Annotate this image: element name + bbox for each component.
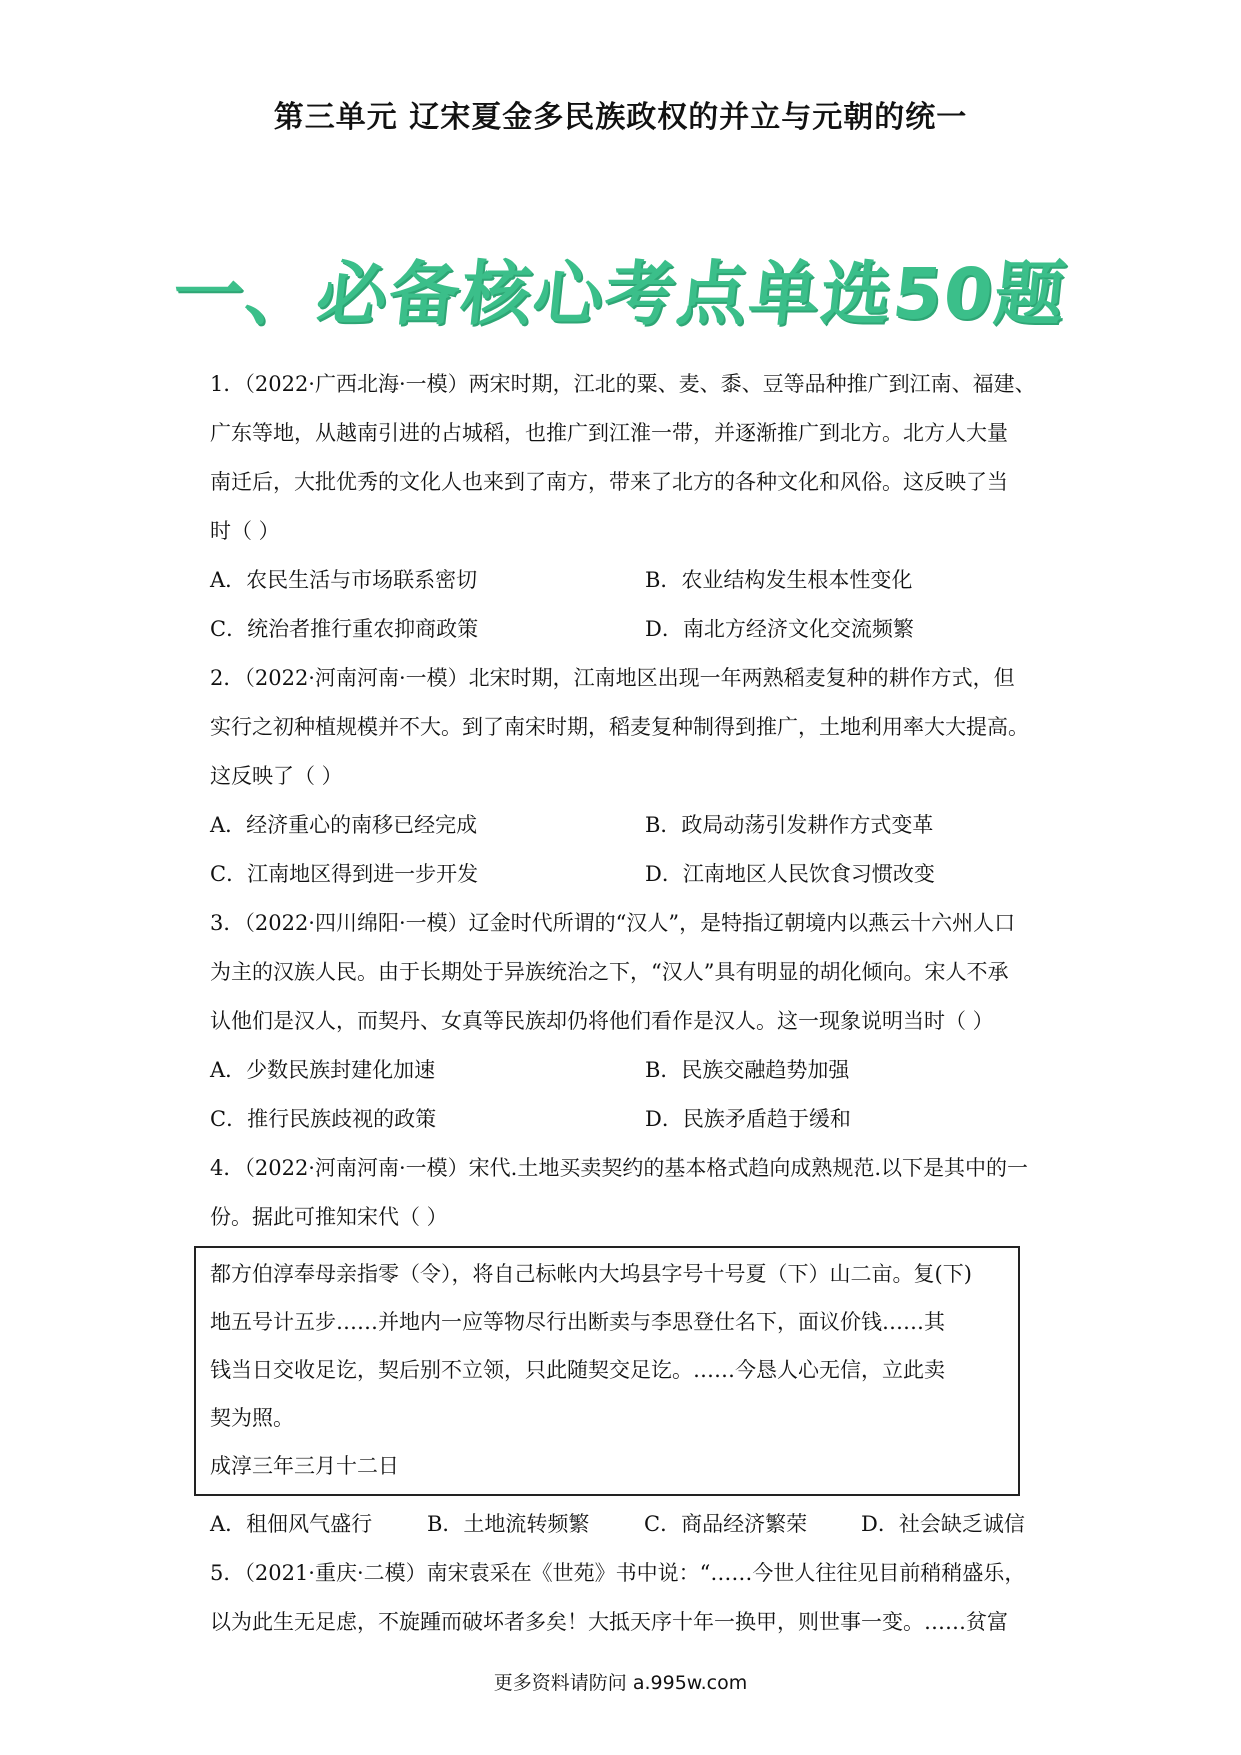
option-b: B．民族交融趋势加强 [645, 1058, 850, 1082]
option-row [210, 801, 1040, 850]
question-text-line: 1．（2022·广西北海·一模）两宋时期，江北的粟、麦、黍、豆等品种推广到江南、福建、 [210, 372, 1036, 396]
option-c: C．江南地区得到进一步开发 [210, 862, 479, 886]
contract-quote-box [194, 1246, 1020, 1496]
option-a: A．少数民族封建化加速 [210, 1058, 436, 1082]
question-text-line: 南迁后，大批优秀的文化人也来到了南方，带来了北方的各种文化和风俗。这反映了当 [210, 470, 1008, 494]
question-text-line: 4．（2022·河南河南·一模）宋代.土地买卖契约的基本格式趋向成熟规范.以下是其中的一 [210, 1156, 1029, 1180]
option-row [210, 1500, 1040, 1549]
option-row [210, 1095, 1040, 1144]
question-text-line: 实行之初种植规模并不大。到了南宋时期，稻麦复种制得到推广，土地利用率大大提高。 [210, 715, 1029, 739]
quote-date: 成淳三年三月十二日 [210, 1454, 399, 1478]
question-text-line: 3．（2022·四川绵阳·一模）辽金时代所谓的“汉人”，是特指辽朝境内以燕云十六州人口 [210, 911, 1016, 935]
question-text-line: 时（ ） [210, 519, 280, 543]
question-3 [210, 899, 1040, 1144]
footer-text: 更多资料请防问 a.995w.com [493, 1672, 748, 1694]
quote-line: 都方伯淳奉母亲指零（令），将自己标帐内大坞县字号十号夏（下）山二亩。复(下) [210, 1262, 972, 1286]
option-b: B．政局动荡引发耕作方式变革 [645, 813, 934, 837]
question-1 [210, 360, 1040, 654]
option-row [210, 1046, 1040, 1095]
option-b: B．农业结构发生根本性变化 [645, 568, 913, 592]
quote-line: 钱当日交收足讫，契后别不立领，只此随契交足讫。……今恳人心无信，立此卖 [210, 1358, 945, 1382]
question-text-line: 份。据此可推知宋代（ ） [210, 1205, 448, 1229]
question-5 [210, 1549, 1040, 1647]
question-text-line: 5．（2021·重庆·二模）南宋袁采在《世苑》书中说：“……今世人往往见目前稍稍盛乐， [210, 1561, 1026, 1585]
option-a: A．租佃风气盛行 [210, 1512, 373, 1536]
option-c: C．商品经济繁荣 [644, 1512, 808, 1536]
question-list [210, 360, 1040, 1647]
question-text-line: 这反映了（ ） [210, 764, 343, 788]
option-b: B．土地流转频繁 [427, 1512, 590, 1536]
option-c: C．推行民族歧视的政策 [210, 1107, 437, 1131]
option-d: D．南北方经济文化交流频繁 [645, 617, 914, 641]
question-2 [210, 654, 1040, 899]
option-row [210, 850, 1040, 899]
option-row [210, 556, 1040, 605]
option-d: D．民族矛盾趋于缓和 [645, 1107, 851, 1131]
section-banner: 一、必备核心考点单选50题 [168, 253, 1071, 335]
question-text-line: 广东等地，从越南引进的占城稻，也推广到江淮一带，并逐渐推广到北方。北方人大量 [210, 421, 1008, 445]
question-text-line: 认他们是汉人，而契丹、女真等民族却仍将他们看作是汉人。这一现象说明当时（ ） [210, 1009, 994, 1033]
option-a: A．农民生活与市场联系密切 [210, 568, 478, 592]
option-a: A．经济重心的南移已经完成 [210, 813, 478, 837]
option-row [210, 605, 1040, 654]
option-d: D．江南地区人民饮食习惯改变 [645, 862, 935, 886]
quote-line: 契为照。 [210, 1406, 294, 1430]
question-text-line: 2．（2022·河南河南·一模）北宋时期，江南地区出现一年两熟稻麦复种的耕作方式，但 [210, 666, 1015, 690]
question-4 [210, 1144, 1040, 1549]
question-text-line: 为主的汉族人民。由于长期处于异族统治之下，“汉人”具有明显的胡化倾向。宋人不承 [210, 960, 1009, 984]
quote-line: 地五号计五步……并地内一应等物尽行出断卖与李思登仕名下，面议价钱……其 [210, 1310, 945, 1334]
option-c: C．统治者推行重农抑商政策 [210, 617, 479, 641]
question-text-line: 以为此生无足虑，不旋踵而破坏者多矣！大抵天序十年一换甲，则世事一变。……贫富 [210, 1610, 1008, 1634]
option-d: D．社会缺乏诚信 [861, 1512, 1025, 1536]
page-title: 第三单元 辽宋夏金多民族政权的并立与元朝的统一 [273, 100, 968, 135]
